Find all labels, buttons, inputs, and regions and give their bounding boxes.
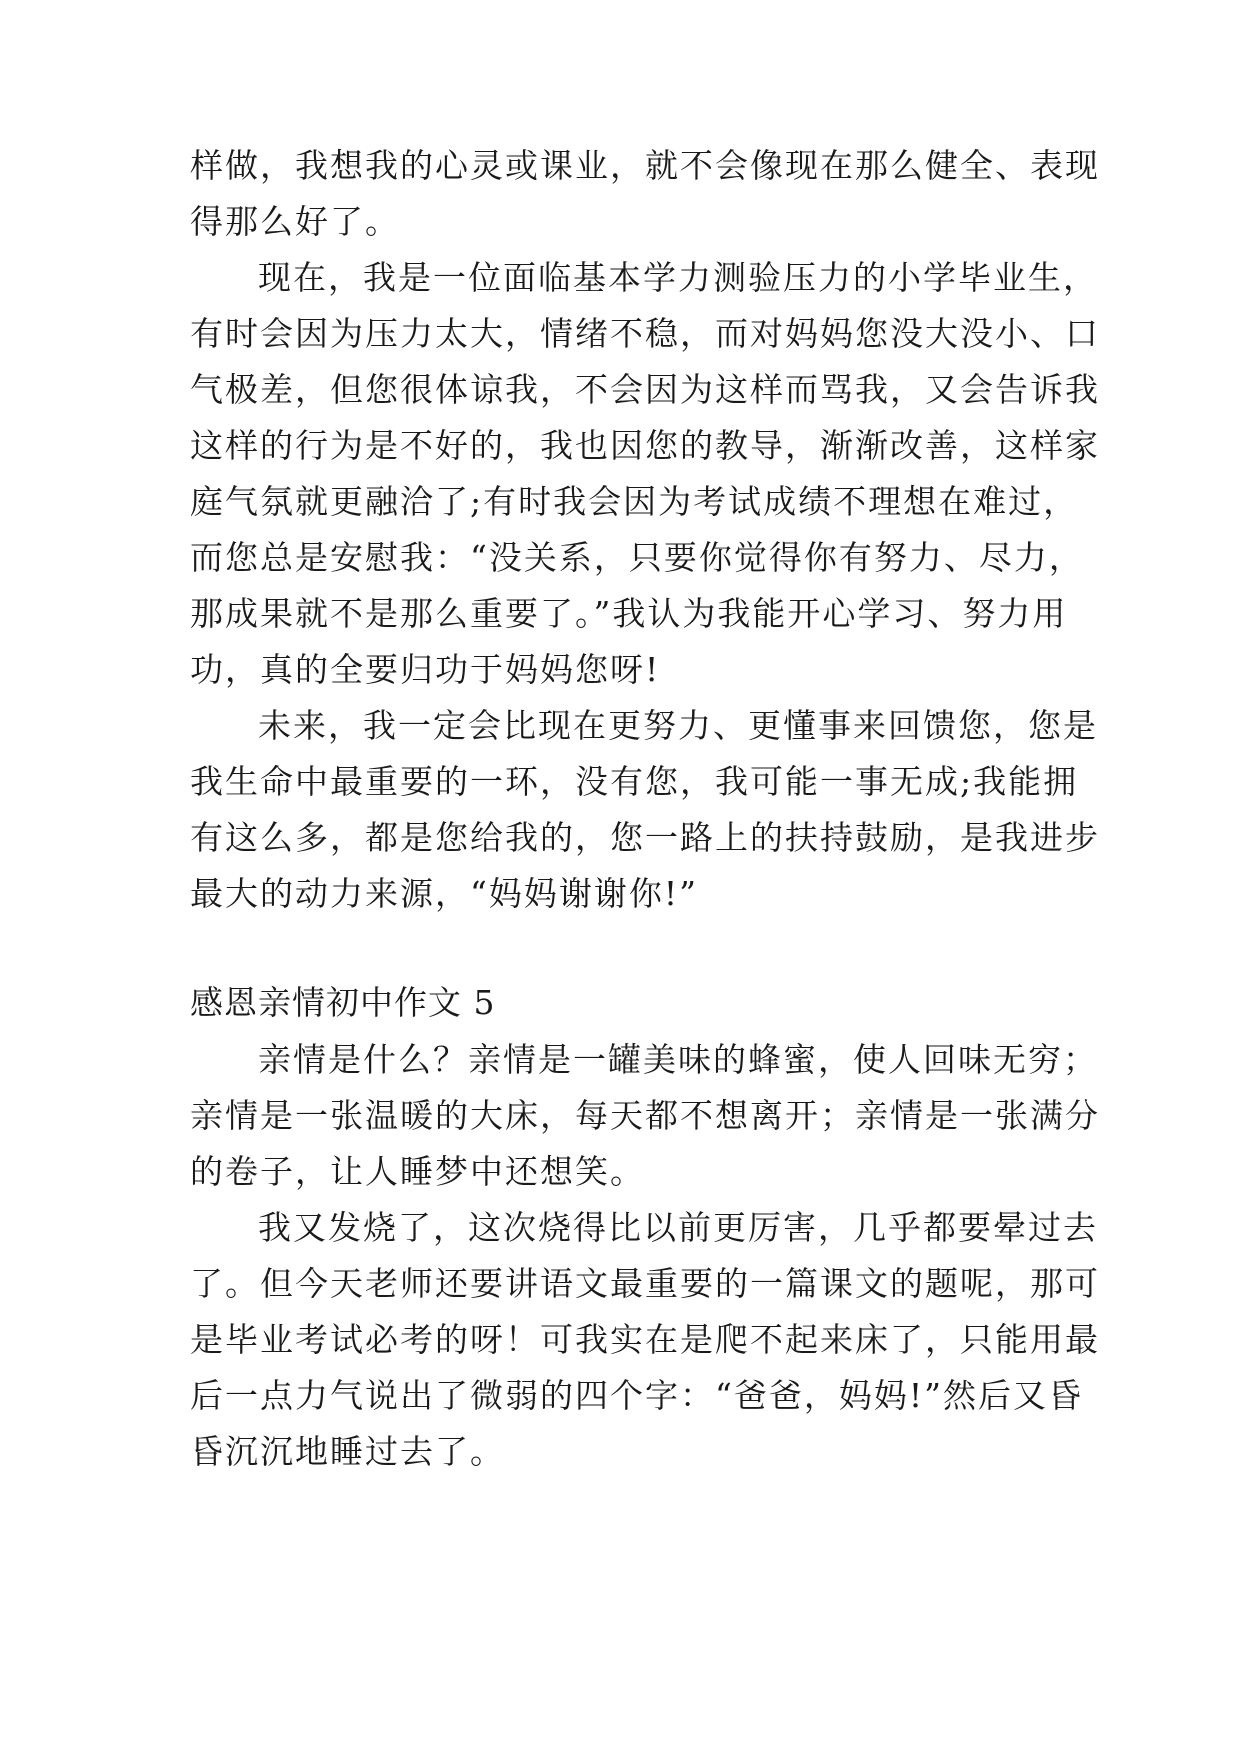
text-line: 的卷子，让人睡梦中还想笑。: [190, 1152, 645, 1191]
text-line: 得那么好了。: [190, 202, 400, 241]
text-line: 最大的动力来源，“妈妈谢谢你!”: [190, 874, 699, 913]
text-line: 那成果就不是那么重要了。”我认为我能开心学习、努力用: [190, 594, 1068, 633]
text-line: 我生命中最重要的一环，没有您，我可能一事无成;我能拥: [190, 762, 1079, 801]
text-line: 这样的行为是不好的，我也因您的教导，渐渐改善，这样家: [190, 426, 1100, 465]
text-line: 气极差，但您很体谅我，不会因为这样而骂我，又会告诉我: [190, 370, 1100, 409]
text-line: 功，真的全要归功于妈妈您呀!: [190, 650, 661, 689]
text-line: 未来，我一定会比现在更努力、更懂事来回馈您，您是: [258, 706, 1098, 745]
text-line: 我又发烧了，这次烧得比以前更厉害，几乎都要晕过去: [258, 1208, 1098, 1247]
text-line: 后一点力气说出了微弱的四个字：“爸爸，妈妈!”然后又昏: [190, 1376, 1084, 1415]
text-line: 是毕业考试必考的呀！可我实在是爬不起来床了，只能用最: [190, 1320, 1100, 1359]
section-title: 感恩亲情初中作文 5: [190, 983, 496, 1022]
text-line: 有时会因为压力太大，情绪不稳，而对妈妈您没大没小、口: [190, 314, 1100, 353]
text-line: 亲情是什么？亲情是一罐美味的蜂蜜，使人回味无穷；: [258, 1040, 1098, 1079]
text-line: 样做，我想我的心灵或课业，就不会像现在那么健全、表现: [190, 146, 1100, 185]
text-line: 了。但今天老师还要讲语文最重要的一篇课文的题呢，那可: [190, 1264, 1100, 1303]
text-line: 昏沉沉地睡过去了。: [190, 1432, 505, 1471]
text-line: 而您总是安慰我：“没关系，只要你觉得你有努力、尽力，: [190, 538, 1084, 577]
text-line: 亲情是一张温暖的大床，每天都不想离开；亲情是一张满分: [190, 1096, 1100, 1135]
text-line: 庭气氛就更融洽了;有时我会因为考试成绩不理想在难过，: [190, 482, 1079, 521]
text-line: 现在，我是一位面临基本学力测验压力的小学毕业生，: [258, 258, 1098, 297]
text-line: 有这么多，都是您给我的，您一路上的扶持鼓励，是我进步: [190, 818, 1100, 857]
